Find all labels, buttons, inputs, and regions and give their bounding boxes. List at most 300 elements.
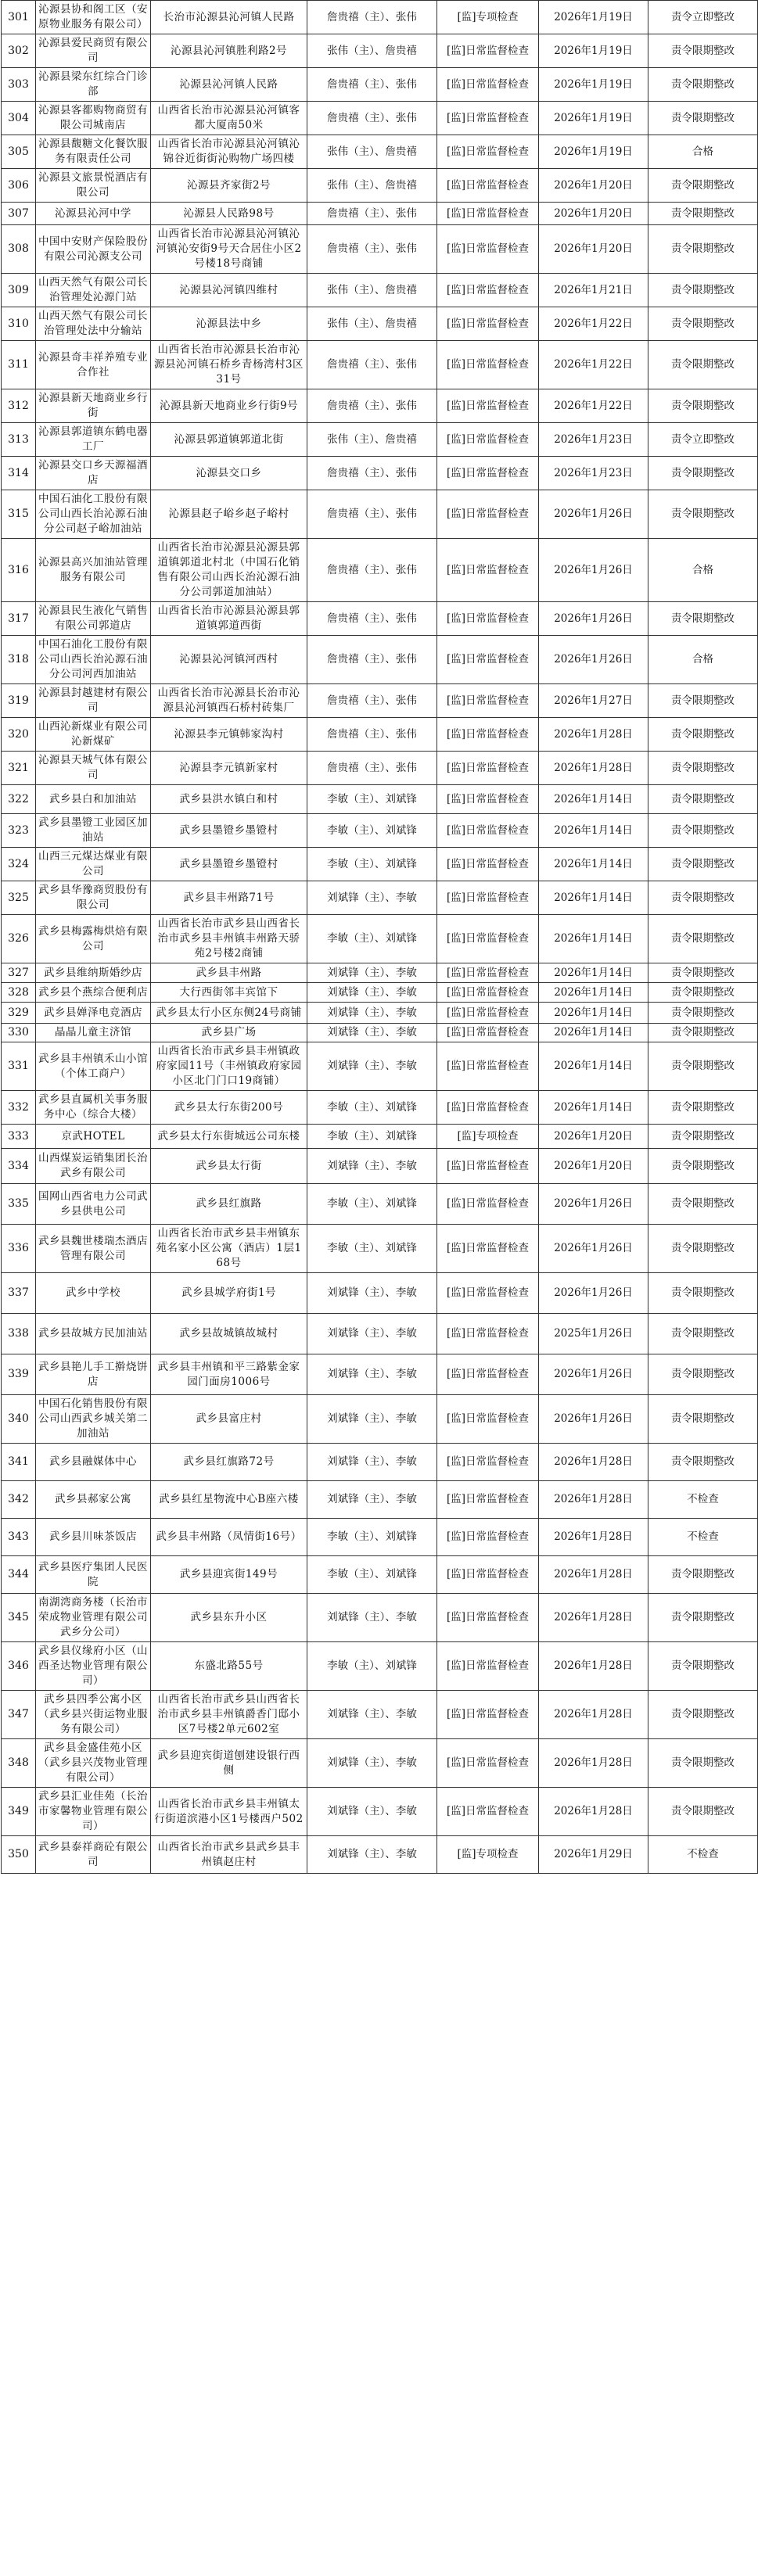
cell-addr: 武乡县红星物流中心B座六楼 xyxy=(151,1481,307,1519)
cell-date: 2026年1月14日 xyxy=(539,1024,648,1042)
cell-no: 330 xyxy=(2,1024,36,1042)
cell-no: 349 xyxy=(2,1788,36,1836)
cell-result: 责令限期整改 xyxy=(648,34,758,68)
cell-addr: 沁源县李元镇韩家沟村 xyxy=(151,718,307,752)
cell-addr: 山西省长治市武乡县山西省长治市武乡县丰州镇丰州路天骄苑2号楼2商铺 xyxy=(151,915,307,963)
cell-staff: 刘斌锋（主）、李敏 xyxy=(307,1024,437,1042)
cell-result: 不检查 xyxy=(648,1519,758,1556)
cell-result: 责令限期整改 xyxy=(648,1444,758,1481)
cell-result: 责令立即整改 xyxy=(648,423,758,457)
table-row xyxy=(2,602,758,636)
cell-org: 沁源县封越建材有限公司 xyxy=(36,684,151,718)
cell-type: [监]日常监督检查 xyxy=(437,1149,539,1184)
cell-type: [监]日常监督检查 xyxy=(437,1642,539,1691)
cell-result: 合格 xyxy=(648,636,758,684)
cell-result: 责令限期整改 xyxy=(648,68,758,102)
cell-no: 303 xyxy=(2,68,36,102)
cell-date: 2026年1月26日 xyxy=(539,1354,648,1395)
cell-type: [监]日常监督检查 xyxy=(437,915,539,963)
cell-result: 责令限期整改 xyxy=(648,1024,758,1042)
cell-addr: 沁源县李元镇新家村 xyxy=(151,752,307,785)
cell-no: 329 xyxy=(2,1003,36,1024)
cell-addr: 东盛北路55号 xyxy=(151,1642,307,1691)
cell-staff: 张伟（主）、詹贵禧 xyxy=(307,307,437,341)
cell-date: 2026年1月26日 xyxy=(539,1273,648,1314)
cell-staff: 刘斌锋（主）、李敏 xyxy=(307,1739,437,1788)
cell-type: [监]日常监督检查 xyxy=(437,274,539,307)
cell-org: 武乡县白和加油站 xyxy=(36,785,151,814)
cell-org: 武乡县维纳斯婚纱店 xyxy=(36,963,151,983)
cell-type: [监]日常监督检查 xyxy=(437,1788,539,1836)
cell-org: 武乡县梅露梅烘焙有限公司 xyxy=(36,915,151,963)
cell-date: 2026年1月19日 xyxy=(539,102,648,135)
cell-no: 318 xyxy=(2,636,36,684)
cell-addr: 山西省长治市武乡县武乡县丰州镇赵庄村 xyxy=(151,1836,307,1874)
cell-result: 责令限期整改 xyxy=(648,1354,758,1395)
cell-addr: 武乡县太行街 xyxy=(151,1149,307,1184)
cell-type: [监]日常监督检查 xyxy=(437,102,539,135)
cell-no: 308 xyxy=(2,225,36,274)
cell-no: 328 xyxy=(2,983,36,1003)
cell-staff: 詹贵禧（主）、张伟 xyxy=(307,225,437,274)
cell-staff: 刘斌锋（主）、李敏 xyxy=(307,1691,437,1739)
cell-org: 晶晶儿童主济馆 xyxy=(36,1024,151,1042)
cell-type: [监]日常监督检查 xyxy=(437,1024,539,1042)
cell-addr: 武乡县东升小区 xyxy=(151,1594,307,1642)
cell-org: 南湖湾商务楼（长治市荣成物业管理有限公司武乡分公司） xyxy=(36,1594,151,1642)
cell-staff: 刘斌锋（主）、李敏 xyxy=(307,1149,437,1184)
cell-type: [监]日常监督检查 xyxy=(437,1691,539,1739)
cell-result: 责令限期整改 xyxy=(648,848,758,881)
cell-staff: 李敏（主）、刘斌锋 xyxy=(307,1225,437,1273)
cell-type: [监]日常监督检查 xyxy=(437,341,539,389)
cell-staff: 刘斌锋（主）、李敏 xyxy=(307,1273,437,1314)
cell-no: 338 xyxy=(2,1314,36,1354)
cell-type: [监]日常监督检查 xyxy=(437,1042,539,1091)
cell-result: 责令限期整改 xyxy=(648,341,758,389)
table-row xyxy=(2,1556,758,1594)
cell-date: 2026年1月26日 xyxy=(539,602,648,636)
cell-no: 302 xyxy=(2,34,36,68)
cell-no: 322 xyxy=(2,785,36,814)
cell-staff: 李敏（主）、刘斌锋 xyxy=(307,1642,437,1691)
cell-org: 山西三元煤达煤业有限公司 xyxy=(36,848,151,881)
cell-org: 沁源县奇丰祥养殖专业合作社 xyxy=(36,341,151,389)
table-row xyxy=(2,1788,758,1836)
cell-staff: 刘斌锋（主）、李敏 xyxy=(307,1788,437,1836)
cell-staff: 李敏（主）、刘斌锋 xyxy=(307,1556,437,1594)
cell-addr: 武乡县丰州路 xyxy=(151,963,307,983)
cell-result: 责令限期整改 xyxy=(648,225,758,274)
cell-type: [监]日常监督检查 xyxy=(437,752,539,785)
cell-addr: 武乡县故城镇故城村 xyxy=(151,1314,307,1354)
cell-date: 2026年1月26日 xyxy=(539,636,648,684)
table-row xyxy=(2,423,758,457)
cell-addr: 武乡县太行小区东侧24号商铺 xyxy=(151,1003,307,1024)
cell-no: 321 xyxy=(2,752,36,785)
cell-date: 2026年1月19日 xyxy=(539,135,648,169)
cell-addr: 长治市沁源县沁河镇人民路 xyxy=(151,1,307,34)
cell-result: 责令限期整改 xyxy=(648,814,758,848)
table-row xyxy=(2,1836,758,1874)
table-row xyxy=(2,848,758,881)
cell-result: 不检查 xyxy=(648,1836,758,1874)
cell-no: 317 xyxy=(2,602,36,636)
table-row xyxy=(2,1149,758,1184)
cell-date: 2026年1月28日 xyxy=(539,1556,648,1594)
cell-type: [监]日常监督检查 xyxy=(437,423,539,457)
cell-date: 2026年1月19日 xyxy=(539,34,648,68)
cell-date: 2026年1月22日 xyxy=(539,341,648,389)
cell-org: 沁源县文旅景悦酒店有限公司 xyxy=(36,169,151,203)
cell-date: 2026年1月20日 xyxy=(539,203,648,225)
cell-type: [监]专项检查 xyxy=(437,1,539,34)
cell-date: 2026年1月23日 xyxy=(539,423,648,457)
cell-type: [监]日常监督检查 xyxy=(437,1184,539,1225)
table-row xyxy=(2,341,758,389)
table-row xyxy=(2,1024,758,1042)
cell-date: 2026年1月28日 xyxy=(539,718,648,752)
cell-type: [监]日常监督检查 xyxy=(437,1091,539,1125)
cell-date: 2026年1月19日 xyxy=(539,68,648,102)
cell-type: [监]日常监督检查 xyxy=(437,785,539,814)
cell-no: 350 xyxy=(2,1836,36,1874)
table-row xyxy=(2,68,758,102)
cell-type: [监]日常监督检查 xyxy=(437,963,539,983)
cell-type: [监]日常监督检查 xyxy=(437,34,539,68)
table-row xyxy=(2,1395,758,1444)
cell-result: 责令限期整改 xyxy=(648,983,758,1003)
cell-result: 责令限期整改 xyxy=(648,752,758,785)
cell-addr: 武乡县丰州镇和平三路紫金家园门面房1006号 xyxy=(151,1354,307,1395)
cell-org: 沁源县交口乡天源福酒店 xyxy=(36,457,151,490)
cell-org: 武乡县融媒体中心 xyxy=(36,1444,151,1481)
cell-no: 334 xyxy=(2,1149,36,1184)
cell-addr: 山西省长治市武乡县山西省长治市武乡县丰州镇爵香门邸小区7号楼2单元602室 xyxy=(151,1691,307,1739)
cell-date: 2026年1月14日 xyxy=(539,963,648,983)
cell-org: 沁源县梁东红综合门诊部 xyxy=(36,68,151,102)
cell-type: [监]日常监督检查 xyxy=(437,1519,539,1556)
cell-date: 2026年1月26日 xyxy=(539,490,648,539)
cell-type: [监]日常监督检查 xyxy=(437,636,539,684)
cell-addr: 山西省长治市武乡县丰州镇太行街道滨港小区1号楼西户502 xyxy=(151,1788,307,1836)
cell-date: 2026年1月14日 xyxy=(539,814,648,848)
cell-no: 336 xyxy=(2,1225,36,1273)
cell-date: 2026年1月20日 xyxy=(539,1125,648,1149)
cell-staff: 张伟（主）、詹贵禧 xyxy=(307,34,437,68)
cell-date: 2026年1月28日 xyxy=(539,1691,648,1739)
cell-result: 责令限期整改 xyxy=(648,1003,758,1024)
cell-staff: 李敏（主）、刘斌锋 xyxy=(307,814,437,848)
cell-date: 2026年1月26日 xyxy=(539,1395,648,1444)
table-row xyxy=(2,1125,758,1149)
cell-org: 沁源县高兴加油站管理服务有限公司 xyxy=(36,539,151,602)
cell-date: 2026年1月22日 xyxy=(539,389,648,423)
cell-staff: 刘斌锋（主）、李敏 xyxy=(307,1594,437,1642)
cell-no: 310 xyxy=(2,307,36,341)
cell-no: 340 xyxy=(2,1395,36,1444)
cell-addr: 沁源县齐家街2号 xyxy=(151,169,307,203)
table-row xyxy=(2,457,758,490)
cell-no: 304 xyxy=(2,102,36,135)
cell-date: 2026年1月26日 xyxy=(539,539,648,602)
cell-addr: 沁源县法中乡 xyxy=(151,307,307,341)
cell-org: 武乡县仪缘府小区（山西圣达物业管理有限公司） xyxy=(36,1642,151,1691)
cell-date: 2026年1月28日 xyxy=(539,1642,648,1691)
cell-addr: 武乡县迎宾街149号 xyxy=(151,1556,307,1594)
cell-staff: 张伟（主）、詹贵禧 xyxy=(307,135,437,169)
cell-date: 2026年1月20日 xyxy=(539,225,648,274)
cell-org: 武乡县直属机关事务服务中心（综合大楼） xyxy=(36,1091,151,1125)
cell-addr: 沁源县沁河镇四维村 xyxy=(151,274,307,307)
table-row xyxy=(2,169,758,203)
cell-no: 313 xyxy=(2,423,36,457)
table-row xyxy=(2,1594,758,1642)
cell-result: 责令限期整改 xyxy=(648,602,758,636)
cell-type: [监]日常监督检查 xyxy=(437,68,539,102)
cell-no: 319 xyxy=(2,684,36,718)
cell-type: [监]日常监督检查 xyxy=(437,203,539,225)
cell-staff: 刘斌锋（主）、李敏 xyxy=(307,983,437,1003)
cell-date: 2026年1月14日 xyxy=(539,1003,648,1024)
cell-org: 武乡县婵泽电竞酒店 xyxy=(36,1003,151,1024)
cell-date: 2026年1月14日 xyxy=(539,915,648,963)
table-row xyxy=(2,1314,758,1354)
cell-staff: 詹贵禧（主）、张伟 xyxy=(307,539,437,602)
cell-staff: 李敏（主）、刘斌锋 xyxy=(307,915,437,963)
cell-addr: 山西省长治市沁源县沁河镇客都大厦南50米 xyxy=(151,102,307,135)
cell-date: 2026年1月14日 xyxy=(539,848,648,881)
cell-staff: 刘斌锋（主）、李敏 xyxy=(307,1354,437,1395)
cell-result: 责令限期整改 xyxy=(648,1788,758,1836)
cell-result: 责令限期整改 xyxy=(648,1314,758,1354)
table-row xyxy=(2,963,758,983)
cell-staff: 李敏（主）、刘斌锋 xyxy=(307,785,437,814)
cell-result: 责令限期整改 xyxy=(648,1225,758,1273)
cell-org: 沁源县沁河中学 xyxy=(36,203,151,225)
cell-no: 324 xyxy=(2,848,36,881)
cell-org: 沁源县天城气体有限公司 xyxy=(36,752,151,785)
cell-org: 沁源县民生液化气销售有限公司郭道店 xyxy=(36,602,151,636)
table-row xyxy=(2,814,758,848)
cell-result: 责令限期整改 xyxy=(648,1184,758,1225)
cell-org: 武乡县艳儿手工擀烧饼店 xyxy=(36,1354,151,1395)
cell-staff: 詹贵禧（主）、张伟 xyxy=(307,341,437,389)
cell-addr: 山西省长治市武乡县丰州镇政府家园11号（丰州镇政府家园小区北门门口19商铺） xyxy=(151,1042,307,1091)
cell-no: 331 xyxy=(2,1042,36,1091)
cell-staff: 詹贵禧（主）、张伟 xyxy=(307,102,437,135)
cell-type: [监]日常监督检查 xyxy=(437,1314,539,1354)
cell-date: 2026年1月28日 xyxy=(539,752,648,785)
cell-result: 责令限期整改 xyxy=(648,274,758,307)
cell-addr: 沁源县郭道镇郭道北街 xyxy=(151,423,307,457)
cell-addr: 沁源县沁河镇胜利路2号 xyxy=(151,34,307,68)
cell-result: 责令限期整改 xyxy=(648,963,758,983)
cell-addr: 武乡县广场 xyxy=(151,1024,307,1042)
cell-date: 2026年1月26日 xyxy=(539,1184,648,1225)
cell-type: [监]日常监督检查 xyxy=(437,1556,539,1594)
cell-staff: 詹贵禧（主）、张伟 xyxy=(307,718,437,752)
cell-org: 沁源县协和阁工区（安原物业服务有限公司） xyxy=(36,1,151,34)
cell-type: [监]日常监督检查 xyxy=(437,1225,539,1273)
cell-type: [监]日常监督检查 xyxy=(437,814,539,848)
cell-type: [监]日常监督检查 xyxy=(437,457,539,490)
cell-date: 2026年1月14日 xyxy=(539,1042,648,1091)
table-row xyxy=(2,1481,758,1519)
cell-no: 309 xyxy=(2,274,36,307)
cell-type: [监]日常监督检查 xyxy=(437,602,539,636)
cell-type: [监]日常监督检查 xyxy=(437,1395,539,1444)
cell-type: [监]日常监督检查 xyxy=(437,307,539,341)
cell-org: 沁源县客都购物商贸有限公司城南店 xyxy=(36,102,151,135)
cell-date: 2026年1月23日 xyxy=(539,457,648,490)
cell-no: 306 xyxy=(2,169,36,203)
cell-no: 315 xyxy=(2,490,36,539)
cell-result: 责令限期整改 xyxy=(648,785,758,814)
cell-result: 责令限期整改 xyxy=(648,915,758,963)
table-row xyxy=(2,135,758,169)
cell-org: 武乡县郝家公寓 xyxy=(36,1481,151,1519)
cell-addr: 山西省长治市沁源县沁河镇沁锦谷近街街沁购物广场四楼 xyxy=(151,135,307,169)
cell-result: 责令限期整改 xyxy=(648,718,758,752)
cell-addr: 沁源县交口乡 xyxy=(151,457,307,490)
cell-date: 2025年1月26日 xyxy=(539,1314,648,1354)
cell-no: 311 xyxy=(2,341,36,389)
cell-no: 343 xyxy=(2,1519,36,1556)
cell-staff: 李敏（主）、刘斌锋 xyxy=(307,1125,437,1149)
cell-no: 326 xyxy=(2,915,36,963)
cell-no: 314 xyxy=(2,457,36,490)
cell-type: [监]日常监督检查 xyxy=(437,1273,539,1314)
table-row xyxy=(2,203,758,225)
cell-org: 中国石油化工股份有限公司山西长治沁源石油分公司河西加油站 xyxy=(36,636,151,684)
table-row xyxy=(2,102,758,135)
cell-date: 2026年1月14日 xyxy=(539,881,648,915)
cell-result: 责令限期整改 xyxy=(648,684,758,718)
table-row xyxy=(2,915,758,963)
cell-date: 2026年1月19日 xyxy=(539,1,648,34)
table-row xyxy=(2,1739,758,1788)
cell-no: 325 xyxy=(2,881,36,915)
cell-type: [监]日常监督检查 xyxy=(437,684,539,718)
cell-result: 责令限期整改 xyxy=(648,1395,758,1444)
cell-staff: 李敏（主）、刘斌锋 xyxy=(307,848,437,881)
cell-staff: 刘斌锋（主）、李敏 xyxy=(307,1444,437,1481)
cell-org: 武乡县魏世楼瑞杰酒店管理有限公司 xyxy=(36,1225,151,1273)
inspection-table xyxy=(1,0,758,1874)
cell-org: 京武HOTEL xyxy=(36,1125,151,1149)
table-row xyxy=(2,1691,758,1739)
cell-no: 345 xyxy=(2,1594,36,1642)
cell-staff: 詹贵禧（主）、张伟 xyxy=(307,490,437,539)
cell-org: 沁源县馥糖文化餐饮服务有限责任公司 xyxy=(36,135,151,169)
cell-addr: 武乡县墨镫乡墨镫村 xyxy=(151,814,307,848)
cell-type: [监]日常监督检查 xyxy=(437,718,539,752)
table-row xyxy=(2,983,758,1003)
cell-org: 武乡县故城方民加油站 xyxy=(36,1314,151,1354)
cell-result: 责令限期整改 xyxy=(648,881,758,915)
cell-staff: 詹贵禧（主）、张伟 xyxy=(307,684,437,718)
cell-type: [监]专项检查 xyxy=(437,1836,539,1874)
cell-date: 2026年1月20日 xyxy=(539,1149,648,1184)
cell-addr: 沁源县沁河镇河西村 xyxy=(151,636,307,684)
cell-date: 2026年1月26日 xyxy=(539,1225,648,1273)
cell-staff: 詹贵禧（主）、张伟 xyxy=(307,602,437,636)
cell-no: 337 xyxy=(2,1273,36,1314)
cell-type: [监]日常监督检查 xyxy=(437,881,539,915)
cell-no: 320 xyxy=(2,718,36,752)
cell-result: 责令限期整改 xyxy=(648,1556,758,1594)
cell-org: 山西煤炭运销集团长治武乡有限公司 xyxy=(36,1149,151,1184)
cell-addr: 山西省长治市沁源县沁源县郭道镇郭道北村北（中国石化销售有限公司山西长治沁源石油分公司郭道加油站） xyxy=(151,539,307,602)
cell-addr: 山西省长治市沁源县长治市沁源县沁河镇西石桥村砖集厂 xyxy=(151,684,307,718)
cell-result: 责令限期整改 xyxy=(648,1149,758,1184)
cell-addr: 武乡县城学府街1号 xyxy=(151,1273,307,1314)
cell-org: 武乡县金盛佳苑小区（武乡县兴茂物业管理有限公司） xyxy=(36,1739,151,1788)
cell-addr: 沁源县人民路98号 xyxy=(151,203,307,225)
cell-type: [监]日常监督检查 xyxy=(437,1003,539,1024)
cell-staff: 詹贵禧（主）、张伟 xyxy=(307,752,437,785)
cell-addr: 武乡县富庄村 xyxy=(151,1395,307,1444)
cell-date: 2026年1月21日 xyxy=(539,274,648,307)
cell-result: 责令限期整改 xyxy=(648,1691,758,1739)
table-row xyxy=(2,307,758,341)
cell-result: 责令限期整改 xyxy=(648,1594,758,1642)
cell-staff: 詹贵禧（主）、张伟 xyxy=(307,203,437,225)
table-row xyxy=(2,539,758,602)
table-row xyxy=(2,1225,758,1273)
cell-org: 武乡县丰州镇禾山小馆（个体工商户） xyxy=(36,1042,151,1091)
cell-result: 责令限期整改 xyxy=(648,102,758,135)
cell-result: 合格 xyxy=(648,539,758,602)
cell-no: 344 xyxy=(2,1556,36,1594)
cell-result: 责令限期整改 xyxy=(648,169,758,203)
cell-org: 武乡县汇业佳苑（长治市家馨物业管理有限公司） xyxy=(36,1788,151,1836)
table-row xyxy=(2,1642,758,1691)
table-row xyxy=(2,785,758,814)
cell-org: 中国石化销售股份有限公司山西武乡城关第二加油站 xyxy=(36,1395,151,1444)
cell-org: 武乡县四季公寓小区（武乡县兴街运物业服务有限公司） xyxy=(36,1691,151,1739)
cell-addr: 武乡县太行东街城远公司东楼 xyxy=(151,1125,307,1149)
cell-type: [监]日常监督检查 xyxy=(437,389,539,423)
table-row xyxy=(2,1519,758,1556)
cell-org: 武乡县川味茶饭店 xyxy=(36,1519,151,1556)
cell-staff: 詹贵禧（主）、张伟 xyxy=(307,457,437,490)
cell-no: 335 xyxy=(2,1184,36,1225)
cell-date: 2026年1月28日 xyxy=(539,1594,648,1642)
table-row xyxy=(2,881,758,915)
table-row xyxy=(2,1354,758,1395)
cell-type: [监]日常监督检查 xyxy=(437,1594,539,1642)
cell-addr: 沁源县新天地商业乡行街9号 xyxy=(151,389,307,423)
table-row xyxy=(2,1184,758,1225)
table-row xyxy=(2,225,758,274)
cell-no: 339 xyxy=(2,1354,36,1395)
cell-addr: 武乡县太行东街200号 xyxy=(151,1091,307,1125)
table-row xyxy=(2,1003,758,1024)
cell-date: 2026年1月28日 xyxy=(539,1519,648,1556)
cell-addr: 沁源县赵子峪乡赵子峪村 xyxy=(151,490,307,539)
cell-date: 2026年1月22日 xyxy=(539,307,648,341)
cell-staff: 刘斌锋（主）、李敏 xyxy=(307,1314,437,1354)
cell-staff: 詹贵禧（主）、张伟 xyxy=(307,636,437,684)
table-row xyxy=(2,636,758,684)
table-row xyxy=(2,1273,758,1314)
cell-result: 合格 xyxy=(648,135,758,169)
cell-no: 316 xyxy=(2,539,36,602)
cell-date: 2026年1月27日 xyxy=(539,684,648,718)
cell-staff: 李敏（主）、刘斌锋 xyxy=(307,1184,437,1225)
